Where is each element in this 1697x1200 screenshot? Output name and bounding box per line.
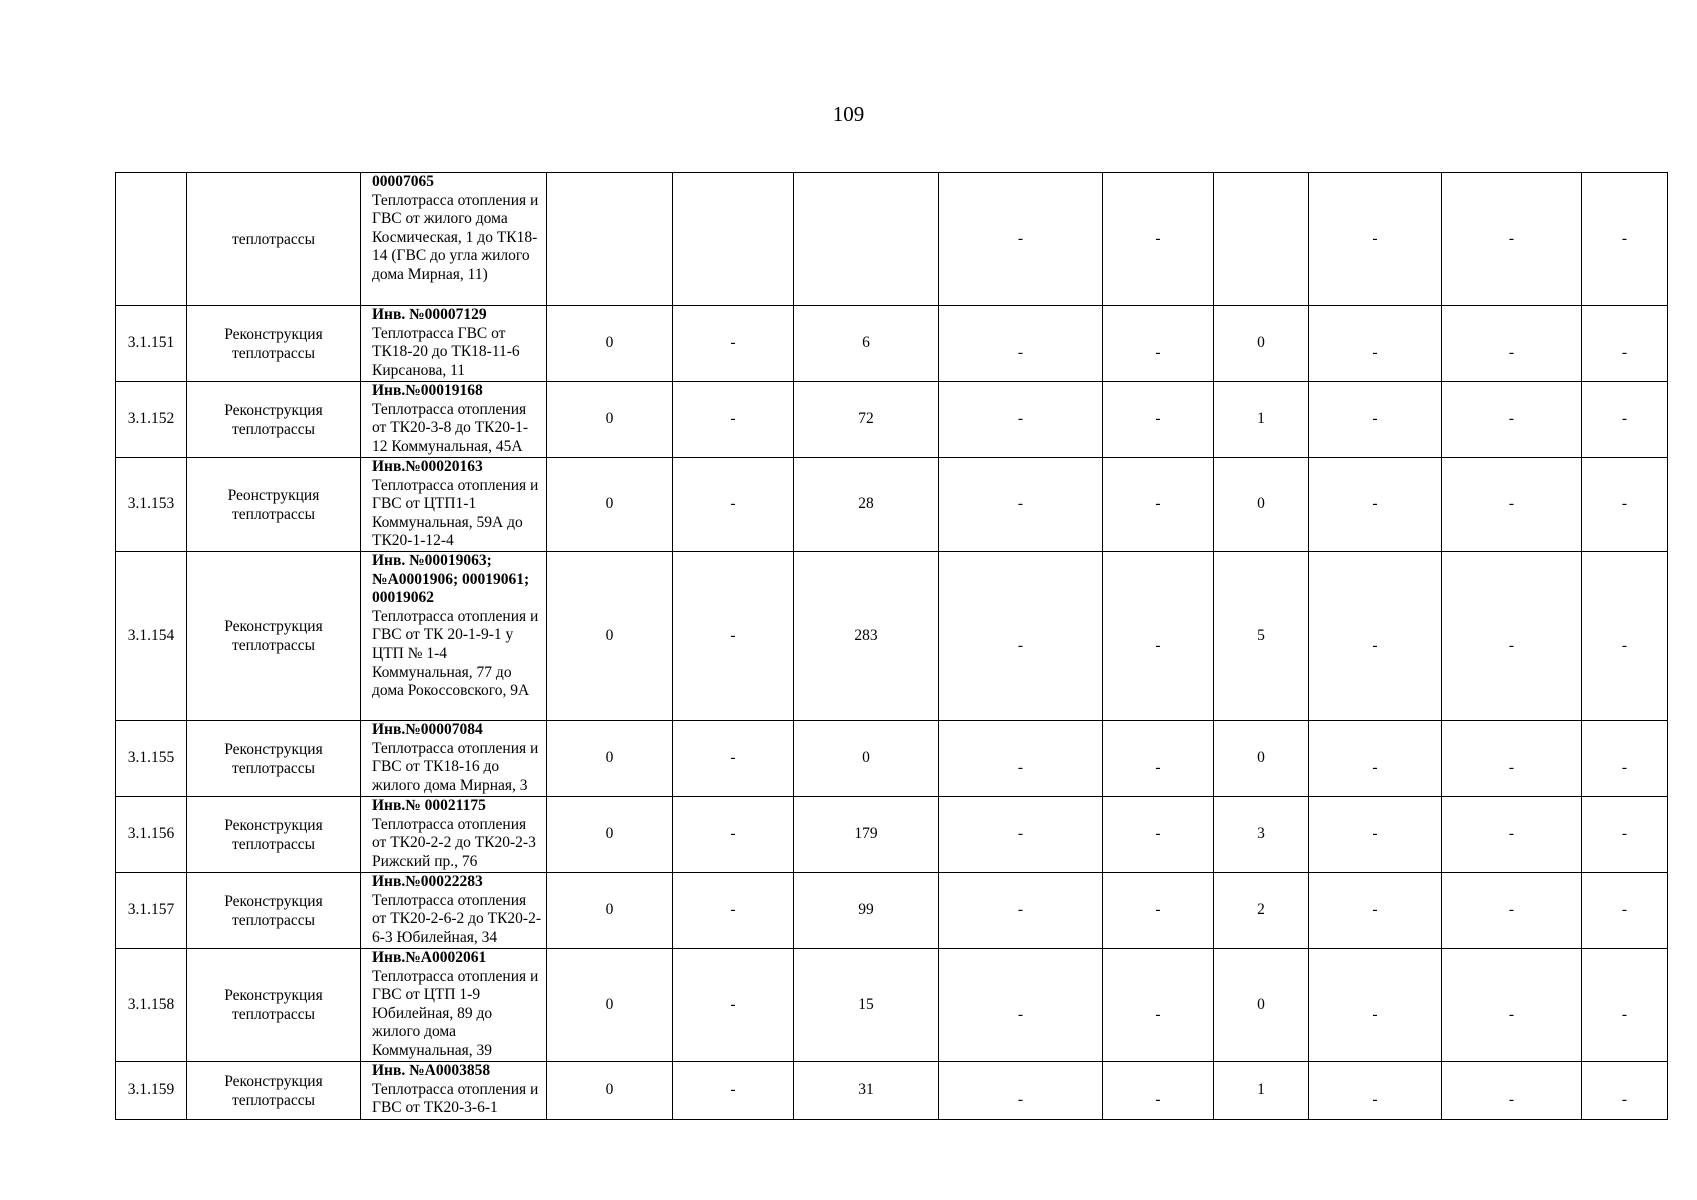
- row-number-cell: 3.1.152: [116, 382, 187, 458]
- object-description-cell: [361, 382, 547, 458]
- value-cell: -: [939, 797, 1103, 873]
- object-type-line: Реконструкция: [224, 1072, 323, 1090]
- value-cell: -: [673, 1062, 794, 1120]
- value-cell: -: [1442, 721, 1582, 797]
- value-cell: 1: [1214, 382, 1309, 458]
- value-cell: 99: [794, 873, 939, 949]
- value-cell: 15: [794, 949, 939, 1062]
- value-cell: -: [1309, 949, 1442, 1062]
- object-description-cell: [361, 1062, 547, 1120]
- row-number-cell: 3.1.156: [116, 797, 187, 873]
- value-cell: -: [1582, 306, 1668, 382]
- page-number: 109: [832, 102, 865, 126]
- value-cell: -: [1442, 552, 1582, 721]
- inventory-number: Инв.№00022283: [372, 873, 483, 890]
- value-cell: -: [1309, 873, 1442, 949]
- object-description: Теплотрасса отопления и ГВС от ТК20-3-6-1: [372, 1080, 539, 1117]
- inventory-number: Инв.№00020163: [372, 458, 483, 475]
- row-number-cell: 3.1.151: [116, 306, 187, 382]
- value-cell: -: [1103, 797, 1214, 873]
- value-cell: 0: [547, 949, 673, 1062]
- value-cell: 0: [1214, 458, 1309, 552]
- object-description: Теплотрасса отопления и ГВС от ЦТП1-1 Коммунальная, 59А до ТК20-1-12-4: [372, 476, 539, 550]
- inventory-number: 00007065: [372, 173, 434, 190]
- object-type-line: Реонструкция: [227, 486, 320, 504]
- table-row: [116, 873, 1668, 949]
- value-cell: -: [1309, 173, 1442, 306]
- value-cell: -: [673, 458, 794, 552]
- object-type-line: теплотрассы: [232, 1006, 315, 1023]
- value-cell: -: [1582, 173, 1668, 306]
- object-type-line: теплотрассы: [232, 505, 315, 523]
- object-type-line: теплотрассы: [232, 230, 315, 248]
- object-type-line: теплотрассы: [232, 1091, 315, 1109]
- row-number-cell: 3.1.155: [116, 721, 187, 797]
- object-type-line: теплотрассы: [232, 344, 315, 362]
- value-cell: -: [1103, 306, 1214, 382]
- value-cell: [794, 173, 939, 306]
- value-cell: -: [1442, 873, 1582, 949]
- object-type-cell: [187, 306, 361, 382]
- value-cell: -: [939, 721, 1103, 797]
- object-type-cell: [187, 949, 361, 1062]
- object-type-line: теплотрассы: [232, 835, 315, 853]
- value-cell: -: [1442, 173, 1582, 306]
- object-type-cell: [187, 797, 361, 873]
- table-row: [116, 1062, 1668, 1120]
- object-type-line: теплотрассы: [232, 911, 315, 929]
- value-cell: -: [1442, 949, 1582, 1062]
- table-row: [116, 458, 1668, 552]
- value-cell: -: [673, 552, 794, 721]
- value-cell: 0: [547, 382, 673, 458]
- value-cell: -: [939, 552, 1103, 721]
- table-row: [116, 382, 1668, 458]
- value-cell: -: [1442, 306, 1582, 382]
- value-cell: -: [1309, 306, 1442, 382]
- value-cell: -: [1582, 458, 1668, 552]
- value-cell: -: [1442, 1062, 1582, 1120]
- object-description: Теплотрасса отопления от ТК20-2-2 до ТК20-2-3 Рижский пр., 76: [372, 815, 536, 870]
- value-cell: -: [1103, 382, 1214, 458]
- value-cell: 0: [1214, 306, 1309, 382]
- value-cell: 0: [547, 552, 673, 721]
- value-cell: -: [1103, 873, 1214, 949]
- inventory-number: Инв. №00019063; №А0001906; 00019061; 00019062: [372, 552, 530, 607]
- row-number-cell: 3.1.153: [116, 458, 187, 552]
- value-cell: 0: [794, 721, 939, 797]
- value-cell: 179: [794, 797, 939, 873]
- object-type-line: Реконструкция: [224, 740, 323, 758]
- object-type-line: теплотрассы: [232, 420, 315, 438]
- value-cell: -: [673, 382, 794, 458]
- object-description-cell: [361, 873, 547, 949]
- value-cell: -: [1582, 797, 1668, 873]
- value-cell: -: [939, 306, 1103, 382]
- inventory-number: Инв. №00007129: [372, 306, 487, 323]
- row-number-cell: [116, 173, 187, 306]
- object-description: Теплотрасса отопления от ТК20-3-8 до ТК20-1-12 Коммунальная, 45А: [372, 400, 529, 455]
- value-cell: -: [1309, 721, 1442, 797]
- value-cell: 2: [1214, 873, 1309, 949]
- object-type-line: Реконструкция: [224, 325, 323, 343]
- object-type-cell: [187, 552, 361, 721]
- object-description: Теплотрасса отопления и ГВС от ЦТП 1-9 Юбилейная, 89 до жилого дома Коммунальная, 39: [372, 967, 539, 1059]
- value-cell: 0: [1214, 721, 1309, 797]
- value-cell: -: [1103, 1062, 1214, 1120]
- register-table: [115, 172, 1668, 1120]
- object-type-cell: [187, 873, 361, 949]
- object-description-cell: [361, 949, 547, 1062]
- table-row: [116, 552, 1668, 721]
- value-cell: [1214, 173, 1309, 306]
- object-description-cell: [361, 458, 547, 552]
- value-cell: -: [673, 797, 794, 873]
- value-cell: 0: [547, 721, 673, 797]
- value-cell: -: [1309, 1062, 1442, 1120]
- object-type-cell: [187, 382, 361, 458]
- table-row: [116, 949, 1668, 1062]
- value-cell: -: [1103, 552, 1214, 721]
- value-cell: 5: [1214, 552, 1309, 721]
- value-cell: -: [939, 1062, 1103, 1120]
- value-cell: [547, 173, 673, 306]
- object-type-line: Реконструкция: [224, 618, 323, 635]
- object-description-cell: [361, 173, 547, 306]
- value-cell: -: [1103, 721, 1214, 797]
- object-type-line: Реконструкция: [224, 401, 323, 419]
- inventory-number: Инв.№А0002061: [372, 949, 487, 966]
- value-cell: 1: [1214, 1062, 1309, 1120]
- value-cell: 31: [794, 1062, 939, 1120]
- value-cell: -: [673, 949, 794, 1062]
- value-cell: -: [1582, 552, 1668, 721]
- value-cell: -: [1309, 552, 1442, 721]
- value-cell: -: [1582, 1062, 1668, 1120]
- value-cell: 0: [1214, 949, 1309, 1062]
- row-number-cell: 3.1.154: [116, 552, 187, 721]
- value-cell: -: [1103, 949, 1214, 1062]
- value-cell: -: [1582, 721, 1668, 797]
- row-number-cell: 3.1.158: [116, 949, 187, 1062]
- value-cell: -: [673, 721, 794, 797]
- value-cell: -: [939, 873, 1103, 949]
- object-description: Теплотрасса ГВС от ТК18-20 до ТК18-11-6 Кирсанова, 11: [372, 324, 520, 379]
- value-cell: -: [939, 173, 1103, 306]
- value-cell: 0: [547, 797, 673, 873]
- value-cell: 28: [794, 458, 939, 552]
- value-cell: -: [1582, 873, 1668, 949]
- value-cell: 283: [794, 552, 939, 721]
- value-cell: -: [1103, 458, 1214, 552]
- value-cell: -: [673, 873, 794, 949]
- object-type-cell: [187, 721, 361, 797]
- row-number-cell: 3.1.159: [116, 1062, 187, 1120]
- value-cell: 72: [794, 382, 939, 458]
- object-description: Теплотрасса отопления от ТК20-2-6-2 до ТК20-2-6-3 Юбилейная, 34: [372, 891, 542, 946]
- object-type-cell: [187, 1062, 361, 1120]
- value-cell: -: [939, 382, 1103, 458]
- object-description: Теплотрасса отопления и ГВС от ТК18-16 до жилого дома Мирная, 3: [372, 739, 539, 794]
- value-cell: [673, 173, 794, 306]
- value-cell: -: [1309, 797, 1442, 873]
- value-cell: -: [1442, 458, 1582, 552]
- table-row: [116, 721, 1668, 797]
- value-cell: 0: [547, 306, 673, 382]
- value-cell: -: [673, 306, 794, 382]
- table-body: [116, 173, 1668, 1120]
- object-description: Теплотрасса отопления и ГВС от ТК 20-1-9-1 у ЦТП № 1-4 Коммунальная, 77 до дома Рокоссовского, 9А: [372, 607, 539, 700]
- inventory-number: Инв.№ 00021175: [372, 797, 486, 814]
- table-row: [116, 173, 1668, 306]
- object-description: Теплотрасса отопления и ГВС от жилого дома Космическая, 1 до ТК18-14 (ГВС до угла жилого дома Мирная, 11): [372, 191, 539, 283]
- object-type-line: теплотрассы: [232, 759, 315, 777]
- object-type-line: Реконструкция: [224, 816, 323, 834]
- object-description-cell: [361, 552, 547, 721]
- object-type-line: Реконструкция: [224, 987, 323, 1004]
- row-number-cell: 3.1.157: [116, 873, 187, 949]
- value-cell: -: [1309, 458, 1442, 552]
- value-cell: -: [1442, 797, 1582, 873]
- value-cell: -: [1103, 173, 1214, 306]
- object-type-line: Реконструкция: [224, 892, 323, 910]
- value-cell: -: [1309, 382, 1442, 458]
- object-type-line: теплотрассы: [232, 637, 315, 654]
- object-description-cell: [361, 306, 547, 382]
- table-row: [116, 797, 1668, 873]
- value-cell: 0: [547, 458, 673, 552]
- value-cell: 0: [547, 1062, 673, 1120]
- value-cell: 3: [1214, 797, 1309, 873]
- object-type-cell: [187, 173, 361, 306]
- value-cell: -: [1442, 382, 1582, 458]
- value-cell: -: [939, 949, 1103, 1062]
- object-type-cell: [187, 458, 361, 552]
- object-description-cell: [361, 797, 547, 873]
- table-row: [116, 306, 1668, 382]
- value-cell: 6: [794, 306, 939, 382]
- value-cell: -: [1582, 382, 1668, 458]
- value-cell: -: [1582, 949, 1668, 1062]
- value-cell: -: [939, 458, 1103, 552]
- value-cell: 0: [547, 873, 673, 949]
- inventory-number: Инв.№00007084: [372, 721, 483, 738]
- inventory-number: Инв. №А0003858: [372, 1062, 491, 1079]
- inventory-number: Инв.№00019168: [372, 382, 483, 399]
- object-description-cell: [361, 721, 547, 797]
